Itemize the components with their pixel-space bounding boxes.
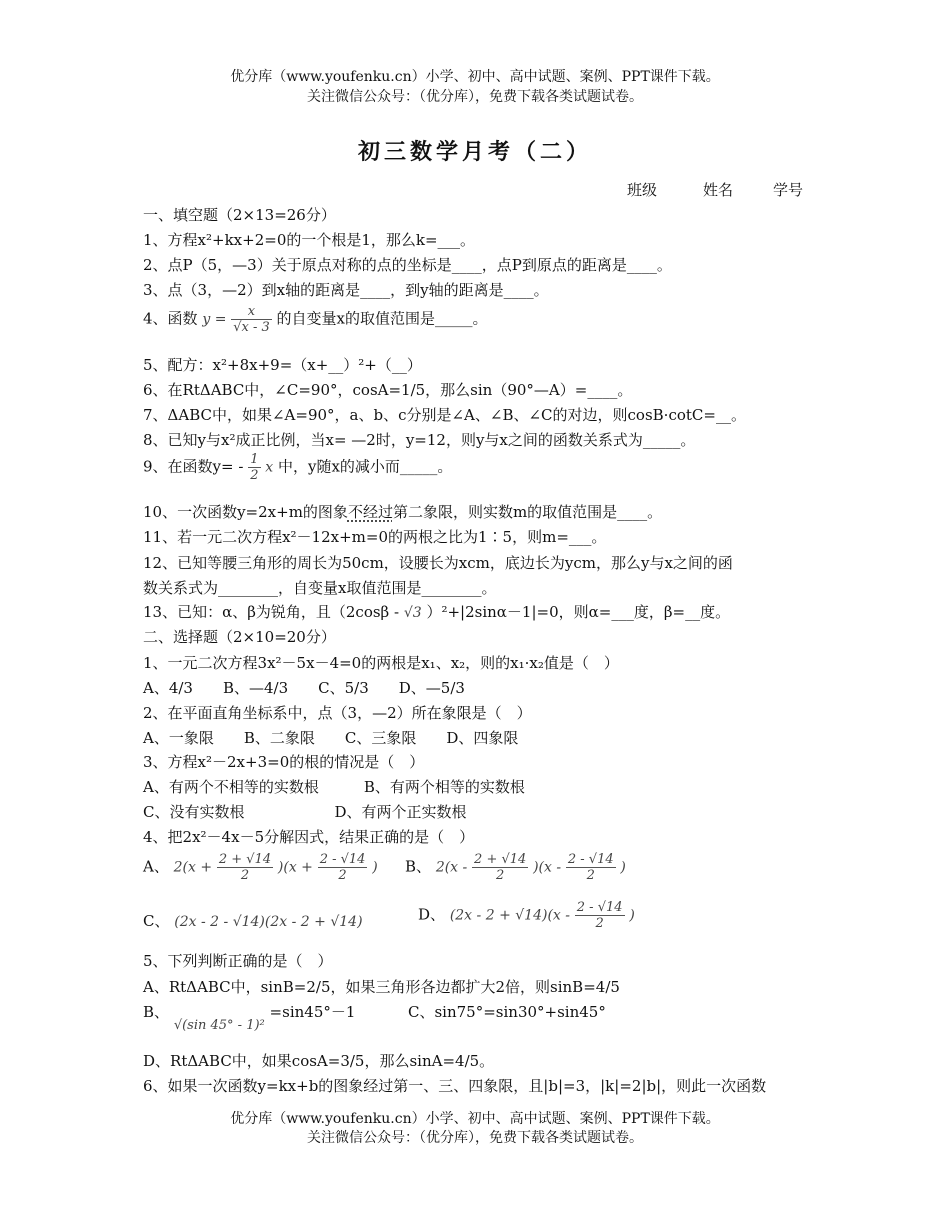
fill-question-10 <box>143 501 662 522</box>
q4-d-fraction <box>575 900 625 931</box>
section2-heading: 二、选择题（2×10=20分） <box>143 628 336 646</box>
q4-lhs: y = <box>202 311 227 328</box>
q9-denominator: 2 <box>250 468 259 483</box>
q13-root: √3 <box>403 605 422 621</box>
q10-emphasis: 不经过 <box>347 503 393 521</box>
q4-a-num2: 2 - √14 <box>319 852 366 867</box>
q5-b-label: B、 <box>143 1003 170 1021</box>
fill-question-4 <box>143 304 488 335</box>
page-title: 初三数学月考（二） <box>357 140 592 165</box>
q4-option-b <box>405 852 626 883</box>
fill-question-1: 1、方程x²+kx+2=0的一个根是1，那么k=___。 <box>143 231 476 249</box>
header-line-1: 优分库（www.youfenku.cn）小学、初中、高中试题、案例、PPT课件下载。 <box>230 69 720 85</box>
q4-option-a <box>143 852 378 883</box>
q4-suffix: 的自变量x的取值范围是_____。 <box>276 309 488 328</box>
q4-a-part1: 2(x + <box>173 859 213 876</box>
q9-x: x <box>265 459 274 476</box>
fill-question-13 <box>143 601 730 622</box>
choice-question-2: 2、在平面直角坐标系中，点（3，—2）所在象限是（ ） <box>143 704 532 722</box>
q4-a-den1: 2 <box>240 868 250 883</box>
q4-d-num: 2 - √14 <box>576 900 623 915</box>
choice-question-5: 5、下列判断正确的是（ ） <box>143 952 333 970</box>
q5-option-d: D、RtΔABC中，如果cosA=3/5，那么sinA=4/5。 <box>143 1052 495 1070</box>
q4-a-part3: ) <box>372 859 378 876</box>
q4-a-fraction2 <box>318 852 368 883</box>
section1-heading: 一、填空题（2×13=26分） <box>143 206 336 224</box>
q9-prefix: 9、在函数y= - <box>143 457 244 476</box>
q5-b-suffix: =sin45°－1 <box>269 1003 356 1021</box>
q4-b-part2: )(x - <box>533 859 562 876</box>
footer-line-1: 优分库（www.youfenku.cn）小学、初中、高中试题、案例、PPT课件下载。 <box>230 1111 720 1127</box>
q5-option-c: C、sin75°=sin30°+sin45° <box>408 1003 606 1021</box>
q13-prefix: 13、已知：α、β为锐角，且（2cosβ - <box>143 603 400 621</box>
q4-b-den2: 2 <box>586 868 595 883</box>
choice-question-1-options: A、4/3 B、—4/3 C、5/3 D、—5/3 <box>143 679 465 697</box>
q4-a-label: A、 <box>143 857 169 876</box>
choice-question-2-options: A、一象限 B、二象限 C、三象限 D、四象限 <box>143 729 519 747</box>
q4-b-label: B、 <box>405 857 432 876</box>
q4-b-num1: 2 + √14 <box>474 852 527 867</box>
q4-fraction <box>231 304 272 335</box>
q4-d-label: D、 <box>418 905 446 924</box>
q4-b-part3: ) <box>620 859 626 876</box>
q5-b-root: √(sin 45° - 1)² <box>173 1018 265 1033</box>
q4-option-d <box>418 900 635 931</box>
fill-question-12-line-1: 12、已知等腰三角形的周长为50cm，设腰长为xcm，底边长为ycm，那么y与x之间的函 <box>143 554 733 572</box>
q4-a-fraction1 <box>217 852 273 883</box>
student-number-label: 学号 <box>773 181 804 199</box>
header-line-2: 关注微信公众号：（优分库），免费下载各类试题试卷。 <box>307 89 643 105</box>
fill-question-11: 11、若一元二次方程x²－12x+m=0的两根之比为1∶5，则m=___。 <box>143 528 607 546</box>
q4-d-part2: ) <box>629 907 635 924</box>
q4-option-c <box>143 910 363 931</box>
q4-b-fraction1 <box>472 852 528 883</box>
q13-suffix: ）²+|2sinα－1|=0，则α=___度，β=__度。 <box>426 603 731 621</box>
choice-question-3-options-cd: C、没有实数根 D、有两个正实数根 <box>143 803 467 821</box>
q4-d-part1: (2x - 2 + √14)(x - <box>449 907 570 924</box>
q4-a-num1: 2 + √14 <box>218 852 272 867</box>
choice-question-1: 1、一元二次方程3x²－5x－4=0的两根是x₁、x₂，则的x₁·x₂值是（ ） <box>143 654 619 672</box>
fill-question-7: 7、ΔABC中，如果∠A=90°，a、b、c分别是∠A、∠B、∠C的对边，则cosB·cotC=__。 <box>143 406 746 424</box>
fill-question-3: 3、点（3，—2）到x轴的距离是____，到y轴的距离是____。 <box>143 281 549 299</box>
q4-a-den2: 2 <box>338 868 347 883</box>
q4-b-den1: 2 <box>496 868 505 883</box>
choice-question-6: 6、如果一次函数y=kx+b的图象经过第一、三、四象限，且|b|=3，|k|=2|b|，则此一次函数 <box>143 1077 767 1095</box>
q4-b-part1: 2(x - <box>435 859 468 876</box>
q4-numerator: x <box>231 304 272 320</box>
q4-a-part2: )(x + <box>277 859 313 876</box>
q4-d-den: 2 <box>595 916 604 931</box>
q4-denominator: √x - 3 <box>233 320 270 335</box>
fill-question-12-line-2: 数关系式为________，自变量x取值范围是________。 <box>143 579 497 597</box>
fill-question-6: 6、在RtΔABC中，∠C=90°，cosA=1/5，那么sin（90°—A）=____。 <box>143 381 633 399</box>
q4-b-fraction2 <box>566 852 616 883</box>
footer-line-2: 关注微信公众号：（优分库），免费下载各类试题试卷。 <box>307 1130 643 1146</box>
choice-question-3: 3、方程x²－2x+3=0的根的情况是（ ） <box>143 753 425 771</box>
fill-question-5: 5、配方：x²+8x+9=（x+__）²+（__） <box>143 356 422 374</box>
class-label: 班级 <box>627 181 658 199</box>
fill-question-2: 2、点P（5，—3）关于原点对称的点的坐标是____，点P到原点的距离是____。 <box>143 256 672 274</box>
q5-option-b <box>143 1001 356 1033</box>
q10-prefix: 10、一次函数y=2x+m的图象 <box>143 503 348 521</box>
q4-c-label: C、 <box>143 912 170 930</box>
q9-numerator: 1 <box>250 452 259 467</box>
fill-question-9 <box>143 452 452 483</box>
q4-prefix: 4、函数 <box>143 309 198 328</box>
choice-question-4: 4、把2x²－4x－5分解因式，结果正确的是（ ） <box>143 828 475 846</box>
choice-question-3-options-ab: A、有两个不相等的实数根 B、有两个相等的实数根 <box>143 778 525 796</box>
q5-option-a: A、RtΔABC中，sinB=2/5，如果三角形各边都扩大2倍，则sinB=4/5 <box>143 978 620 996</box>
fill-question-8: 8、已知y与x²成正比例，当x= —2时，y=12，则y与x之间的函数关系式为_____。 <box>143 431 696 449</box>
name-label: 姓名 <box>703 181 734 199</box>
q10-suffix: 第二象限，则实数m的取值范围是____。 <box>392 503 663 521</box>
q4-b-num2: 2 - √14 <box>567 852 614 867</box>
q9-fraction <box>248 452 260 483</box>
q4-c-expression: (2x - 2 - √14)(2x - 2 + √14) <box>174 914 363 930</box>
q9-suffix: 中，y随x的减小而_____。 <box>277 457 453 476</box>
